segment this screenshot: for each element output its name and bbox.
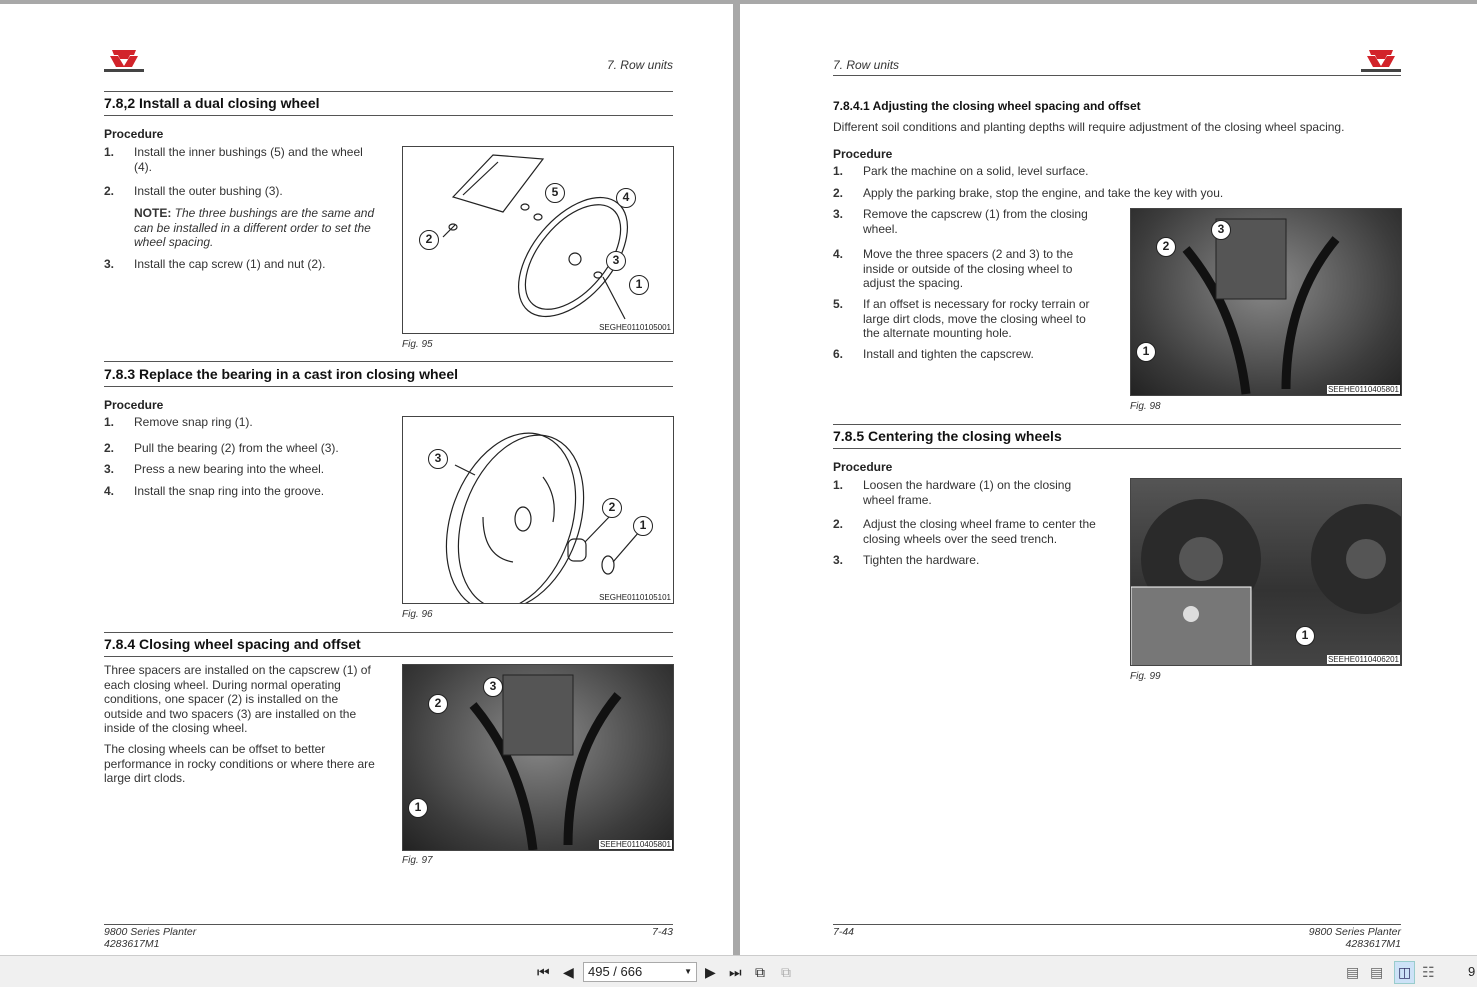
- next-page-button[interactable]: ▶: [705, 964, 716, 980]
- first-page-button[interactable]: ⏮: [537, 964, 550, 980]
- paragraph: Different soil conditions and planting depths will require adjustment of the closing wheel spacing.: [833, 120, 1345, 134]
- paragraph: The closing wheels can be offset to better performance in rocky conditions or where there are large dirt clods.: [104, 742, 375, 785]
- chevron-down-icon[interactable]: ▼: [684, 967, 692, 976]
- callout: 4: [616, 188, 636, 208]
- last-page-button[interactable]: ⏭: [729, 964, 742, 980]
- previous-page-button[interactable]: ◀: [563, 964, 574, 980]
- figure-99-photo: [1130, 478, 1402, 666]
- figure-caption: Fig. 98: [1130, 401, 1161, 412]
- two-page-view-icon[interactable]: ◫: [1394, 961, 1415, 984]
- footer-title: 9800 Series Planter: [104, 926, 197, 938]
- callout: 3: [483, 677, 503, 697]
- section-title: 7.8.4 Closing wheel spacing and offset: [104, 636, 361, 652]
- page-number: 7-44: [833, 926, 855, 938]
- callout: 3: [606, 251, 626, 271]
- section-title: 7.8.5 Centering the closing wheels: [833, 428, 1062, 444]
- page-number-input[interactable]: 495 / 666 ▼: [583, 962, 697, 982]
- back-view-icon[interactable]: ⧉: [755, 964, 765, 980]
- continuous-view-icon[interactable]: ▤: [1370, 964, 1384, 980]
- callout: 1: [1136, 342, 1156, 362]
- callout: 1: [1295, 626, 1315, 646]
- procedure-label: Procedure: [833, 147, 893, 161]
- procedure-label: Procedure: [104, 398, 164, 412]
- callout: 5: [545, 183, 565, 203]
- single-page-view-icon[interactable]: ▤: [1346, 964, 1360, 980]
- callout: 2: [1156, 237, 1176, 257]
- section-title: 7.8,2 Install a dual closing wheel: [104, 95, 320, 111]
- zoom-level[interactable]: 9: [1468, 964, 1476, 979]
- two-page-continuous-view-icon[interactable]: ☷: [1422, 964, 1435, 980]
- callout: 2: [428, 694, 448, 714]
- figure-caption: Fig. 99: [1130, 671, 1161, 682]
- footer-title: 9800 Series Planter: [1308, 926, 1401, 938]
- callout: 1: [633, 516, 653, 536]
- callout: 2: [419, 230, 439, 250]
- figure-code: SEEHE0110406201: [1327, 655, 1399, 664]
- figure-code: SEEHE0110405801: [599, 840, 671, 849]
- right-page: 7. Row units 7.8.4.1 Adjusting the closing wheel spacing and offset Different soil conditions and planting depths will require adjustment of the closing wheel spacing. Procedure 1. Park the machine on a solid, level surface. 2. Apply the parking brake, stop the engine, and take the key with you. 3. Remove the capscrew (1) from the closing wheel. 4. Move the three spacers (2 and 3) to the inside or outside of the closing wheel to adjust the spacing. 5. If an offset is necessary for rocky terrain or large dirt clods, move the closing wheel to the alternate mounting hole. 6. Install and tighten the capscrew. 3 2 1 SEEHE0110405801 Fig. 98 7.8.5 Centering the closing wheels Procedure 1. Loosen the hardware (1) on the closing wheel frame. 2. Adjust the closing wheel frame to center the closing wheels over the seed trench. 3. Tighten the hardware. 1 SEEHE0110406201 Fig. 99 7-44 9800 Series Planter 4283617M1: [740, 4, 1477, 955]
- section-title: 7.8.4.1 Adjusting the closing wheel spacing and offset: [833, 99, 1141, 113]
- figure-caption: Fig. 96: [402, 609, 433, 620]
- callout: 1: [629, 275, 649, 295]
- figure-code: SEEHE0110405801: [1327, 385, 1399, 394]
- callout: 3: [428, 449, 448, 469]
- figure-code: SEGHE0110105001: [599, 323, 671, 332]
- massey-ferguson-logo: [1361, 48, 1401, 74]
- left-page: 7. Row units 7.8,2 Install a dual closing wheel Procedure 1. Install the inner bushings (5) and the wheel (4). 2. Install the outer bushing (3). NOTE: The three bushings are the same and can be installed in a different order to set the wheel spacing. 3. Install the cap screw (1) and nut (2). 5 4 2 3 1 SEGHE0110105001 Fig. 95 7.8.3 Replace the bearing in a cast iron closing wheel Procedure 1. Remove snap ring (1). 2. Pull the bearing (2) from the wheel (3). 3. Press a new bearing into the wheel. 4. Install the snap ring into the groove. 3 2 1 SEGHE0110105101 Fig. 96 7.8.4 Closing wheel spacing and offset Three spacers are installed on the capscrew (1) of each closing wheel. During normal operating conditions, one spacer (2) is installed on the outside and two spacers (3) are installed on the inside of the closing wheel. The closing wheels can be offset to better performance in rocky conditions or where there are large dirt clods. 3 2 1 SEEHE0110405801 Fig. 97 9800 Series Planter 4283617M1 7-43: [0, 4, 733, 955]
- paragraph: Three spacers are installed on the capscrew (1) of each closing wheel. During normal operating conditions, one spacer (2) is installed on the outside and two spacers (3) are installed on the inside of the closing wheel.: [104, 663, 371, 735]
- figure-96: [402, 416, 674, 604]
- figure-98-photo: [1130, 208, 1402, 396]
- figure-97-photo: [402, 664, 674, 851]
- procedure-label: Procedure: [833, 460, 893, 474]
- page-number: 7-43: [651, 926, 673, 938]
- figure-caption: Fig. 97: [402, 855, 433, 866]
- figure-code: SEGHE0110105101: [599, 593, 671, 602]
- massey-ferguson-logo: [104, 48, 144, 74]
- note: NOTE: The three bushings are the same and can be installed in a different order to set the wheel spacing.: [134, 206, 375, 249]
- procedure-label: Procedure: [104, 127, 164, 141]
- forward-view-icon[interactable]: ⧉: [781, 964, 791, 980]
- figure-caption: Fig. 95: [402, 339, 433, 350]
- running-header: 7. Row units: [833, 58, 900, 72]
- running-header: 7. Row units: [606, 58, 673, 72]
- callout: 1: [408, 798, 428, 818]
- figure-95: [402, 146, 674, 334]
- viewer-toolbar: [0, 955, 1477, 987]
- footer-code: 4283617M1: [104, 938, 160, 950]
- callout: 2: [602, 498, 622, 518]
- footer-code: 4283617M1: [1345, 938, 1401, 950]
- section-title: 7.8.3 Replace the bearing in a cast iron closing wheel: [104, 366, 459, 382]
- callout: 3: [1211, 220, 1231, 240]
